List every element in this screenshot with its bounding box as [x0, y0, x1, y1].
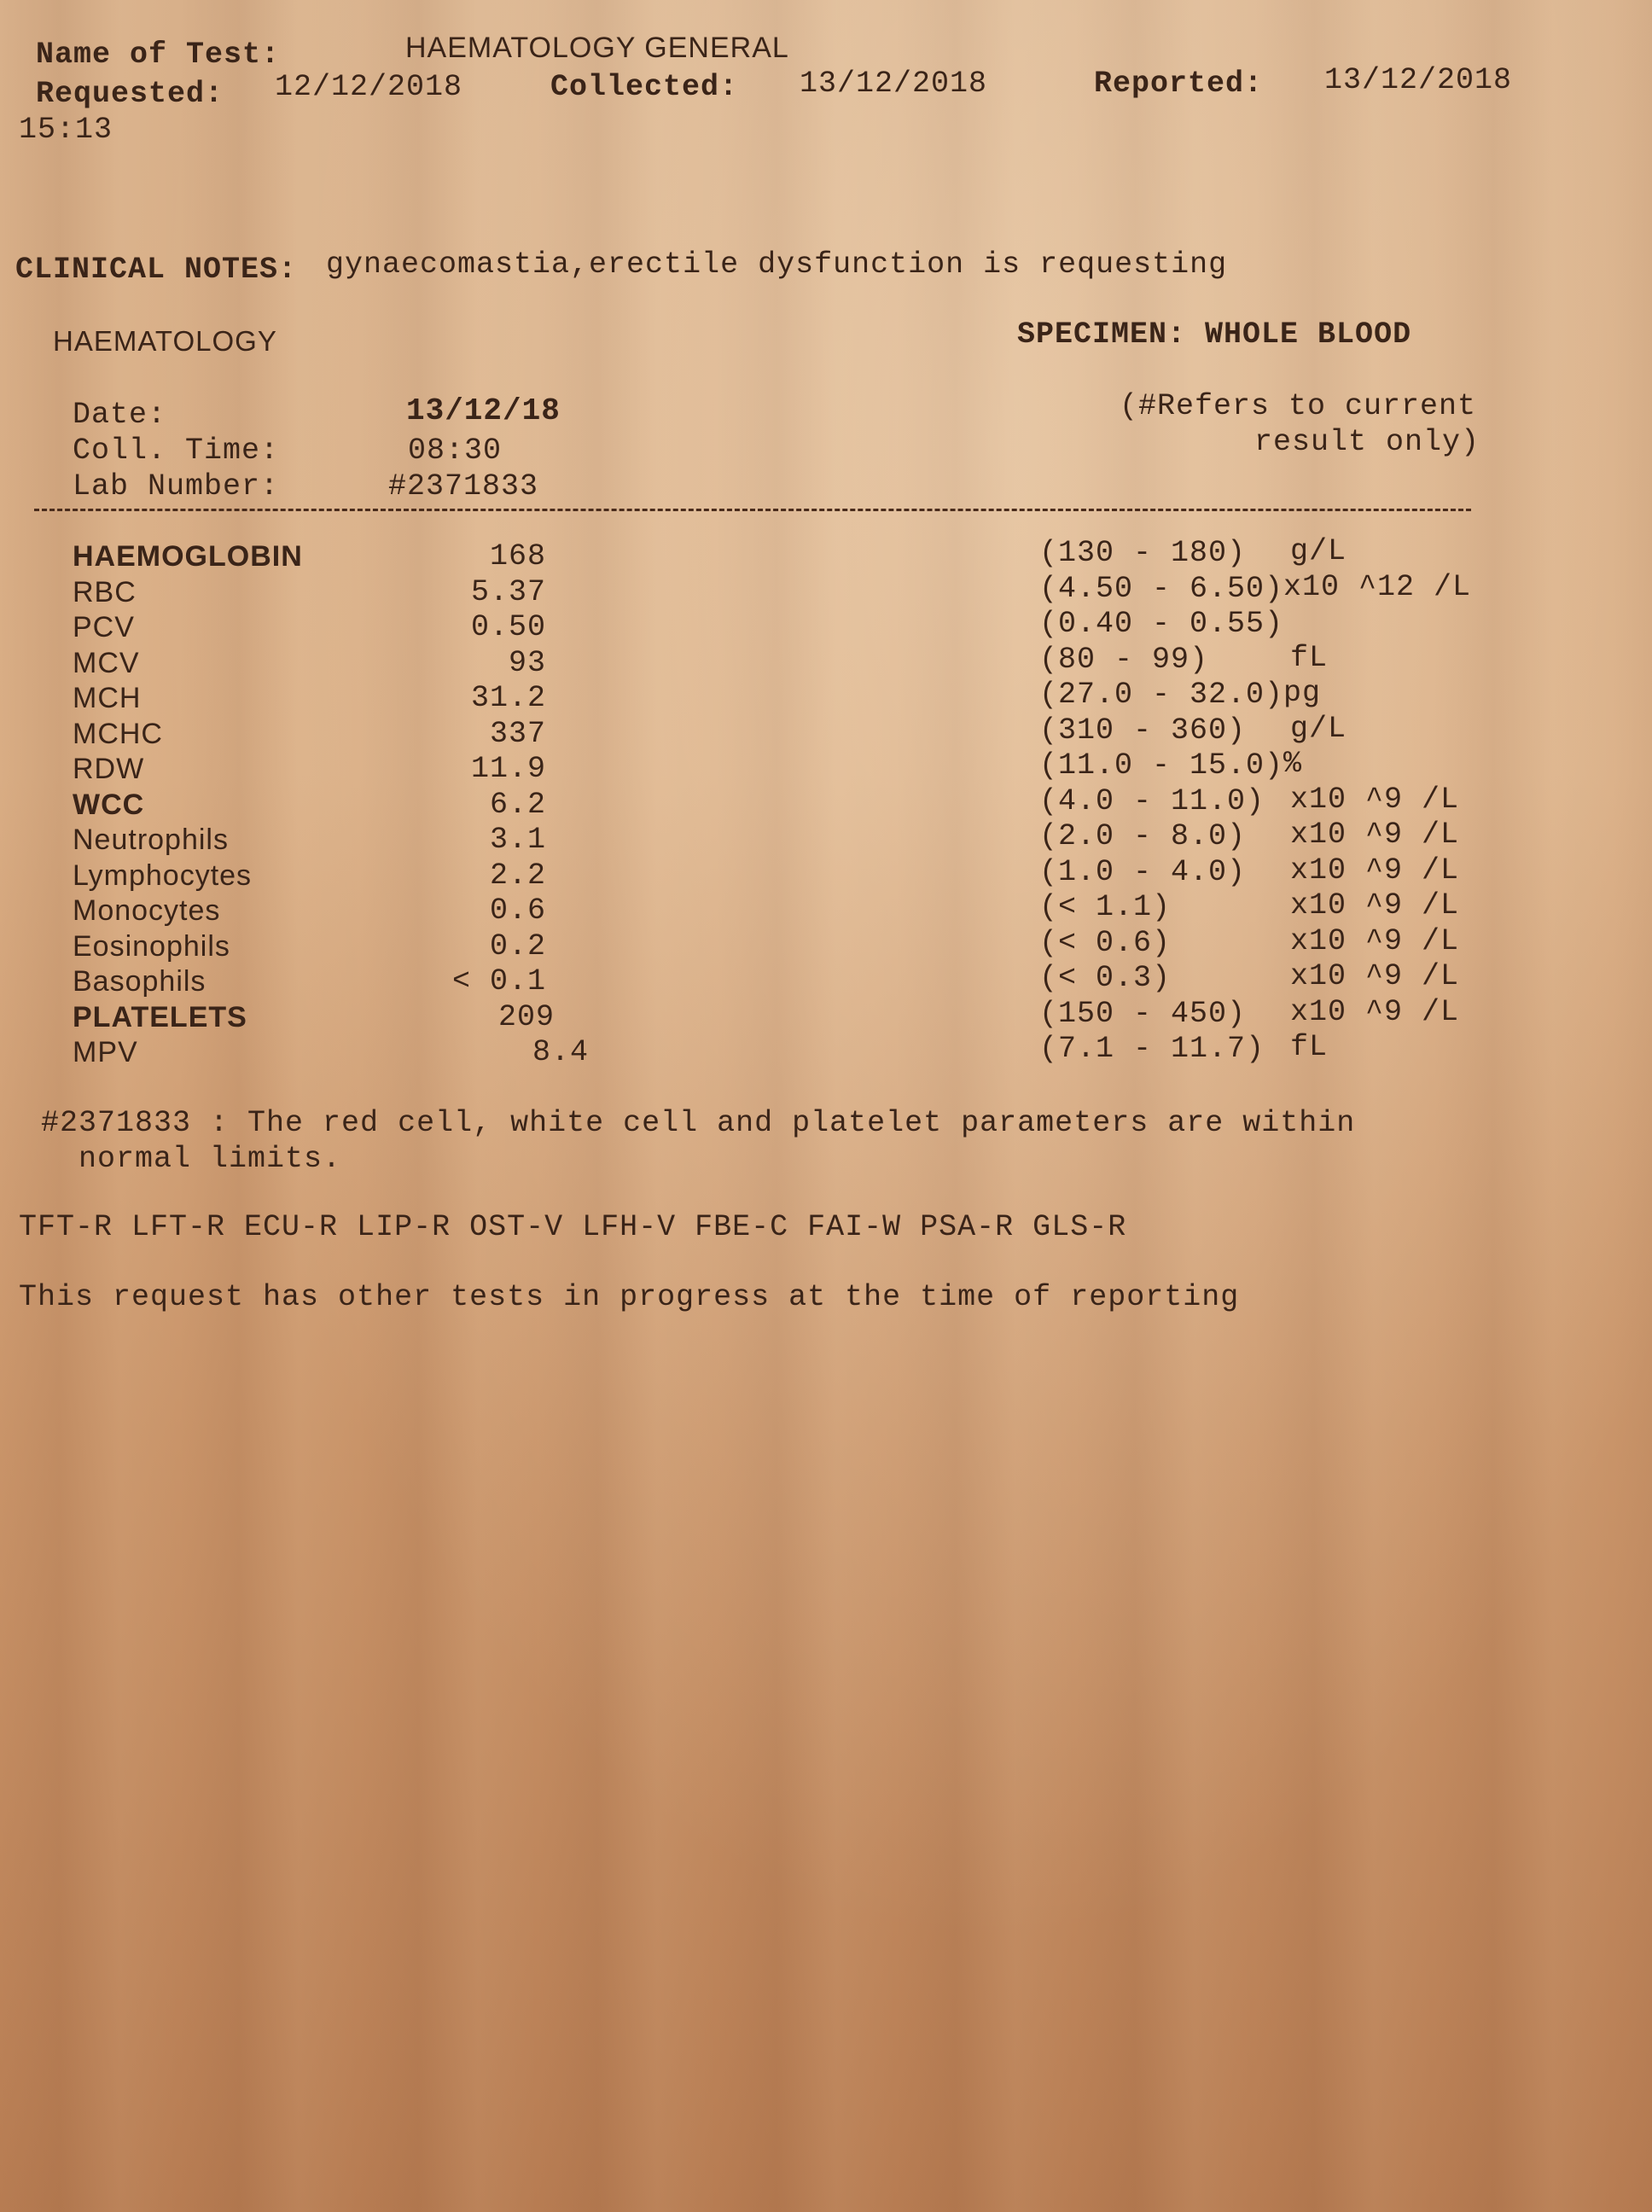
- result-value: 2.2: [489, 859, 546, 893]
- result-unit: g/L: [1290, 712, 1347, 746]
- result-unit: x10 ^9 /L: [1290, 783, 1460, 817]
- result-unit: x10 ^9 /L: [1290, 924, 1460, 958]
- result-value: 168: [489, 539, 546, 573]
- reference-range: (4.0 - 11.0): [1039, 784, 1265, 818]
- name-of-test-value: HAEMATOLOGY GENERAL: [405, 32, 789, 64]
- result-name: MCV: [73, 647, 140, 679]
- requested-date: 12/12/2018: [275, 70, 463, 104]
- lab-number-value: #2371833: [388, 469, 539, 504]
- result-name: RBC: [73, 576, 137, 608]
- lab-number-label: Lab Number:: [73, 469, 280, 504]
- reference-range: (4.50 - 6.50): [1039, 572, 1284, 606]
- specimen-label: SPECIMEN: WHOLE BLOOD: [1017, 317, 1412, 352]
- result-name: PCV: [73, 611, 135, 643]
- result-name: Basophils: [73, 965, 206, 998]
- result-value: 209: [497, 1000, 555, 1034]
- reference-range: (< 1.1): [1039, 890, 1172, 924]
- reference-range: (< 0.3): [1039, 961, 1172, 995]
- result-name: WCC: [73, 789, 145, 821]
- result-unit: x10 ^9 /L: [1290, 853, 1460, 888]
- requested-label: Requested:: [36, 77, 224, 111]
- reference-range: (2.0 - 8.0): [1039, 819, 1247, 853]
- result-name: Neutrophils: [73, 824, 229, 856]
- collected-date: 13/12/2018: [800, 67, 988, 101]
- result-value: 11.9: [470, 752, 546, 786]
- reported-label: Reported:: [1094, 67, 1264, 101]
- reference-range: (310 - 360): [1039, 713, 1247, 748]
- result-unit: fL: [1290, 641, 1329, 675]
- comment-line1: #2371833 : The red cell, white cell and platelet parameters are within: [41, 1106, 1356, 1140]
- comment-line2: normal limits.: [79, 1142, 342, 1176]
- clinical-notes-text: gynaecomastia,erectile dysfunction is requesting: [326, 247, 1228, 282]
- result-name: RDW: [73, 753, 145, 785]
- coll-time-value: 08:30: [408, 434, 503, 468]
- result-value: 0.50: [470, 610, 546, 644]
- reference-range: (80 - 99): [1039, 643, 1209, 677]
- result-name: Lymphocytes: [73, 859, 253, 892]
- result-unit: x10 ^9 /L: [1290, 959, 1460, 993]
- result-name: PLATELETS: [73, 1001, 247, 1033]
- result-unit: x10 ^9 /L: [1290, 888, 1460, 923]
- clinical-notes-label: CLINICAL NOTES:: [15, 253, 298, 287]
- result-value: 93: [508, 646, 546, 680]
- result-value: < 0.1: [451, 964, 546, 998]
- result-unit: %: [1283, 747, 1303, 781]
- collected-label: Collected:: [550, 70, 739, 104]
- tests-status-line: TFT-R LFT-R ECU-R LIP-R OST-V LFH-V FBE-C FAI-W PSA-R GLS-R: [19, 1210, 1127, 1244]
- date-value: 13/12/18: [406, 393, 561, 428]
- reference-range: (130 - 180): [1039, 536, 1247, 570]
- result-value: 6.2: [489, 788, 546, 822]
- coll-time-label: Coll. Time:: [73, 434, 280, 468]
- reference-range: (11.0 - 15.0): [1039, 748, 1284, 783]
- result-unit: x10 ^9 /L: [1290, 818, 1460, 852]
- reference-range: (0.40 - 0.55): [1039, 607, 1284, 641]
- reported-date: 13/12/2018: [1324, 63, 1513, 97]
- section-title: HAEMATOLOGY: [53, 325, 277, 357]
- result-name: Monocytes: [73, 894, 221, 927]
- date-label: Date:: [73, 398, 167, 432]
- result-value: 8.4: [532, 1035, 589, 1069]
- result-unit: fL: [1290, 1030, 1329, 1064]
- reference-range: (27.0 - 32.0): [1039, 678, 1284, 712]
- reference-range: (7.1 - 11.7): [1039, 1032, 1265, 1066]
- result-name: HAEMOGLOBIN: [73, 540, 303, 573]
- reference-range: (150 - 450): [1039, 997, 1247, 1031]
- result-name: MCHC: [73, 718, 163, 750]
- refers-note-line2: result only): [1254, 425, 1480, 459]
- divider-line: [34, 509, 1471, 511]
- result-value: 337: [489, 717, 546, 751]
- result-unit: pg: [1283, 676, 1322, 710]
- result-value: 0.6: [489, 894, 546, 928]
- result-value: 0.2: [489, 929, 546, 963]
- reference-range: (1.0 - 4.0): [1039, 855, 1247, 889]
- footer-note: This request has other tests in progress at the time of reporting: [19, 1280, 1240, 1314]
- reference-range: (< 0.6): [1039, 926, 1172, 960]
- report-time: 15:13: [19, 113, 113, 147]
- result-name: MPV: [73, 1036, 138, 1068]
- name-of-test-label: Name of Test:: [36, 38, 281, 72]
- result-value: 3.1: [489, 823, 546, 857]
- result-name: Eosinophils: [73, 930, 230, 963]
- result-name: MCH: [73, 682, 142, 714]
- result-unit: g/L: [1290, 534, 1347, 568]
- result-value: 5.37: [470, 575, 546, 609]
- refers-note-line1: (#Refers to current: [1120, 389, 1477, 423]
- result-unit: x10 ^9 /L: [1290, 995, 1460, 1029]
- result-unit: x10 ^12 /L: [1283, 570, 1472, 604]
- result-value: 31.2: [470, 681, 546, 715]
